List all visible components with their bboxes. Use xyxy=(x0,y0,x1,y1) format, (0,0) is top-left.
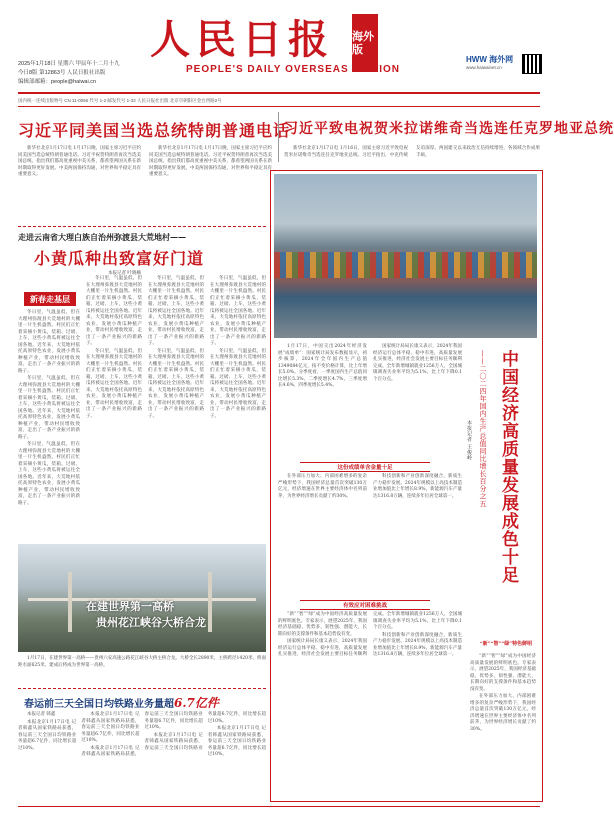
bottom-rule xyxy=(18,688,266,689)
hww-logo: HWW 海外网 www.haiwainet.cn xyxy=(466,55,514,70)
main-story-byline: 本报记者 王俊岭 xyxy=(466,420,472,461)
section-head-1: 这份成绩单含金量十足 xyxy=(300,462,430,472)
port-photo xyxy=(274,174,537,338)
feature-title: 小黄瓜种出致富好门道 xyxy=(34,249,205,268)
main-story-body-4: “新”“智”“绿”成为中国经济高质量发展的鲜明底色。专家表示，展望2025年，我国经济基础稳、优势多、韧性强、潜能大，长期向好的支撑条件和基本趋势没有变。 在外部压力加大、内部困难增多的复杂严峻形势下，我国经济总量首次突破130万亿元，经济增速在世界主要经济体中名列前茅，为世界经济增长贡献了约30%。 xyxy=(470,654,536,732)
container-stacks xyxy=(274,252,537,278)
main-story-body-3: “新”“智”“绿”成为中国经济高质量发展的鲜明底色。专家表示，展望2025年，我国经济基础稳、优势多、韧性强、潜能大，长期向好的支撑条件和基本趋势没有变。 国家统计局局长康义表示，2024年我国经济运行总体平稳、稳中有进，高质量发展扎实推进，经济社会发展主要目标任务顺利完成。全年新增城镇就业1256万人，全国城镇调查失业率平均为5.1%，比上年下降0.1个百分点。 科技创新和产业创新深度融合，新质生产力稳步发展。2024年规模以上高技术制造业增加值比上年增长8.9%，新能源汽车产量达1316.8万辆，连续多年位居全球第一。 xyxy=(278,612,462,657)
bottom-body: 本报记者 韩鑫 本报北京1月17日电 记者韩鑫从国家铁路局获悉，春运前三天全国日均铁路业务量超6.7亿件，同比增长超过10%。 本报北京1月17日电 记者韩鑫从国家铁路局获悉，春运前三天全国日均铁路业务量超6.7亿件，同比增长超过10%。 本报北京1月17日电 记者韩鑫从国家铁路局获悉，春运前三天全国日均铁路业务量超6.7亿件，同比增长超过10%。 本报北京1月17日电 记者韩鑫从国家铁路局获悉，春运前三天全国日均铁路业务量超6.7亿件，同比增长超过10%。 本报北京1月17日电 记者韩鑫从国家铁路局获悉，春运前三天全国日均铁路业务量超6.7亿件，同比增长超过10%。 xyxy=(18,712,266,757)
masthead-rule xyxy=(18,92,540,94)
photo-caption: 1月17日，在建世界第一高桥——贵州六安高速公路花江峡谷大桥主桥合龙。大桥全长2890米，主桥跨径1420米，桥面距水面625米，建成后将成为世界第一高桥。 xyxy=(18,656,266,668)
email-line: 编辑部邮箱：people@haiwai.cn xyxy=(18,79,97,85)
issue-line: 今日8版 第12863号 人民日报社出版 xyxy=(18,70,106,76)
masthead-english-title: PEOPLE'S DAILY OVERSEAS EDITION xyxy=(186,64,400,75)
main-story-body-1: 1月17日，中国交出2024年经济发展“成绩单”：国家统计局发布数据显示，初步核算，2024年全年国内生产总值1349084亿元，按不变价格计算，比上年增长5.0%。分季度看，一季度国内生产总值同比增长5.3%，二季度增长4.7%，三季度增长4.6%，四季度增长5.4%。 国家统计局局长康义表示，2024年我国经济运行总体平稳、稳中有进，高质量发展扎实推进，经济社会发展主要目标任务顺利完成。全年新增城镇就业1256万人，全国城镇调查失业率平均为5.1%，比上年下降0.1个百分点。 xyxy=(278,344,462,388)
photo-subtitle: 贵州花江峡谷大桥合龙 xyxy=(96,616,206,629)
feature-byline: 本报记者 叶晓楠 xyxy=(108,271,141,276)
masthead-title: 人民日报 xyxy=(150,16,334,63)
headline-left: 习近平同美国当选总统特朗普通电话 xyxy=(18,121,291,140)
photo-title: 在建世界第一高桥 xyxy=(86,600,174,613)
masthead-info xyxy=(18,60,119,87)
lead-article-right: 新华社北京1月17日电 1月16日，国家主席习近平致电祝贺米拉诺维奇当选连任克罗地亚总统。习近平指出，中克传统友谊深厚。两国建交以来政治互信持续增进，各领域合作成果丰硕。 xyxy=(284,146,540,158)
section-head-2: 有效应对困难挑战 xyxy=(300,600,430,610)
footer-rule xyxy=(18,806,540,807)
main-story-body-2: 在外部压力加大、内部困难增多的复杂严峻形势下，我国经济总量首次突破130万亿元，经济增速在世界主要经济体中名列前茅，为世界经济增长贡献了约30%。 科技创新和产业创新深度融合，新质生产力稳步发展。2024年规模以上高技术制造业增加值比上年增长8.9%，新能源汽车产量达1316.8万辆，连续多年位居全球第一。 xyxy=(278,474,462,499)
edition-badge: 海外版 xyxy=(352,14,378,72)
date-line: 2025年1月18日 星期六 甲辰年十二月十九 xyxy=(18,61,120,67)
feature-body-col-1: 冬日里，气温虽低，但在大理州弥渡县大荒地村的大棚里一片生机盎然。村民们正忙着采摘小黄瓜，装箱、过磅、上车，这些小黄瓜将被运往全国各地。近年来，大荒地村依托高原特色农业，发展小黄瓜种植产业，带动村民增收致富，走出了一条产业振兴的新路子。 冬日里，气温虽低，但在大理州弥渡县大荒地村的大棚里一片生机盎然。村民们正忙着采摘小黄瓜，装箱、过磅、上车，这些小黄瓜将被运往全国各地。近年来，大荒地村依托高原特色农业，发展小黄瓜种植产业，带动村民增收致富，走出了一条产业振兴的新路子。 冬日里，气温虽低，但在大理州弥渡县大荒地村的大棚里一片生机盎然。村民们正忙着采摘小黄瓜，装箱、过磅、上车，这些小黄瓜将被运往全国各地。近年来，大荒地村依托高原特色农业，发展小黄瓜种植产业，带动村民增收致富，走出了一条产业振兴的新路子。 xyxy=(18,310,80,506)
top-strip: 国内统一连续出版物号 CN 11-0066 代号 1-2 邮发代号 1-32 人民日报社出版 北京市朝阳区金台西路2号 xyxy=(18,98,222,103)
main-story-title: 中国经济高质量发展成色十足 xyxy=(498,350,518,584)
qr-code-icon xyxy=(522,54,542,74)
feature-rule xyxy=(18,226,266,227)
feature-body-cols: 冬日里，气温虽低，但在大理州弥渡县大荒地村的大棚里一片生机盎然。村民们正忙着采摘小黄瓜，装箱、过磅、上车，这些小黄瓜将被运往全国各地。近年来，大荒地村依托高原特色农业，发展小黄瓜种植产业，带动村民增收致富，走出了一条产业振兴的新路子。 冬日里，气温虽低，但在大理州弥渡县大荒地村的大棚里一片生机盎然。村民们正忙着采摘小黄瓜，装箱、过磅、上车，这些小黄瓜将被运往全国各地。近年来，大荒地村依托高原特色农业，发展小黄瓜种植产业，带动村民增收致富，走出了一条产业振兴的新路子。 冬日里，气温虽低，但在大理州弥渡县大荒地村的大棚里一片生机盎然。村民们正忙着采摘小黄瓜，装箱、过磅、上车，这些小黄瓜将被运往全国各地。近年来，大荒地村依托高原特色农业，发展小黄瓜种植产业，带动村民增收致富，走出了一条产业振兴的新路子。 冬日里，气温虽低，但在大理州弥渡县大荒地村的大棚里一片生机盎然。村民们正忙着采摘小黄瓜，装箱、过磅、上车，这些小黄瓜将被运往全国各地。近年来，大荒地村依托高原特色农业，发展小黄瓜种植产业，带动村民增收致富，走出了一条产业振兴的新路子。 冬日里，气温虽低，但在大理州弥渡县大荒地村的大棚里一片生机盎然。村民们正忙着采摘小黄瓜，装箱、过磅、上车，这些小黄瓜将被运往全国各地。近年来，大荒地村依托高原特色农业，发展小黄瓜种植产业，带动村民增收致富，走出了一条产业振兴的新路子。 冬日里，气温虽低，但在大理州弥渡县大荒地村的大棚里一片生机盎然。村民们正忙着采摘小黄瓜，装箱、过磅、上车，这些小黄瓜将被运往全国各地。近年来，大荒地村依托高原特色农业，发展小黄瓜种植产业，带动村民增收致富，走出了一条产业振兴的新路子。 xyxy=(86,276,266,419)
feature-section-tag: 新春走基层 xyxy=(24,292,76,306)
section-head-3: “新”“智”“绿”特色鲜明 xyxy=(479,641,533,647)
lead-article-left: 新华社北京1月17日电 1月17日晚，国家主席习近平应约同美国当选总统特朗普通电话。习近平祝贺特朗普再次当选美国总统。指出我们都高度重视中美关系，都希望两国关系在新时期取得更好发展。中美两国保持沟通，对世界和平稳定具有重要意义。 新华社北京1月17日电 1月17日晚，国家主席习近平应约同美国当选总统特朗普通电话。习近平祝贺特朗普再次当选美国总统。指出我们都高度重视中美关系，都希望两国关系在新时期取得更好发展。中美两国保持沟通，对世界和平稳定具有重要意义。 xyxy=(18,146,272,177)
feature-kicker: 走进云南省大理白族自治州弥渡县大荒地村—— xyxy=(18,232,186,242)
headline-right: 习近平致电祝贺米拉诺维奇当选连任克罗地亚总统 xyxy=(284,121,614,137)
headline-divider xyxy=(278,112,279,162)
strip-rule xyxy=(18,106,540,107)
bottom-headline: 春运前三天全国日均铁路业务量超6.7亿件 xyxy=(24,696,219,710)
main-story-subtitle: ——二〇二四年国内生产总值同比增长百分之五 xyxy=(479,350,487,508)
